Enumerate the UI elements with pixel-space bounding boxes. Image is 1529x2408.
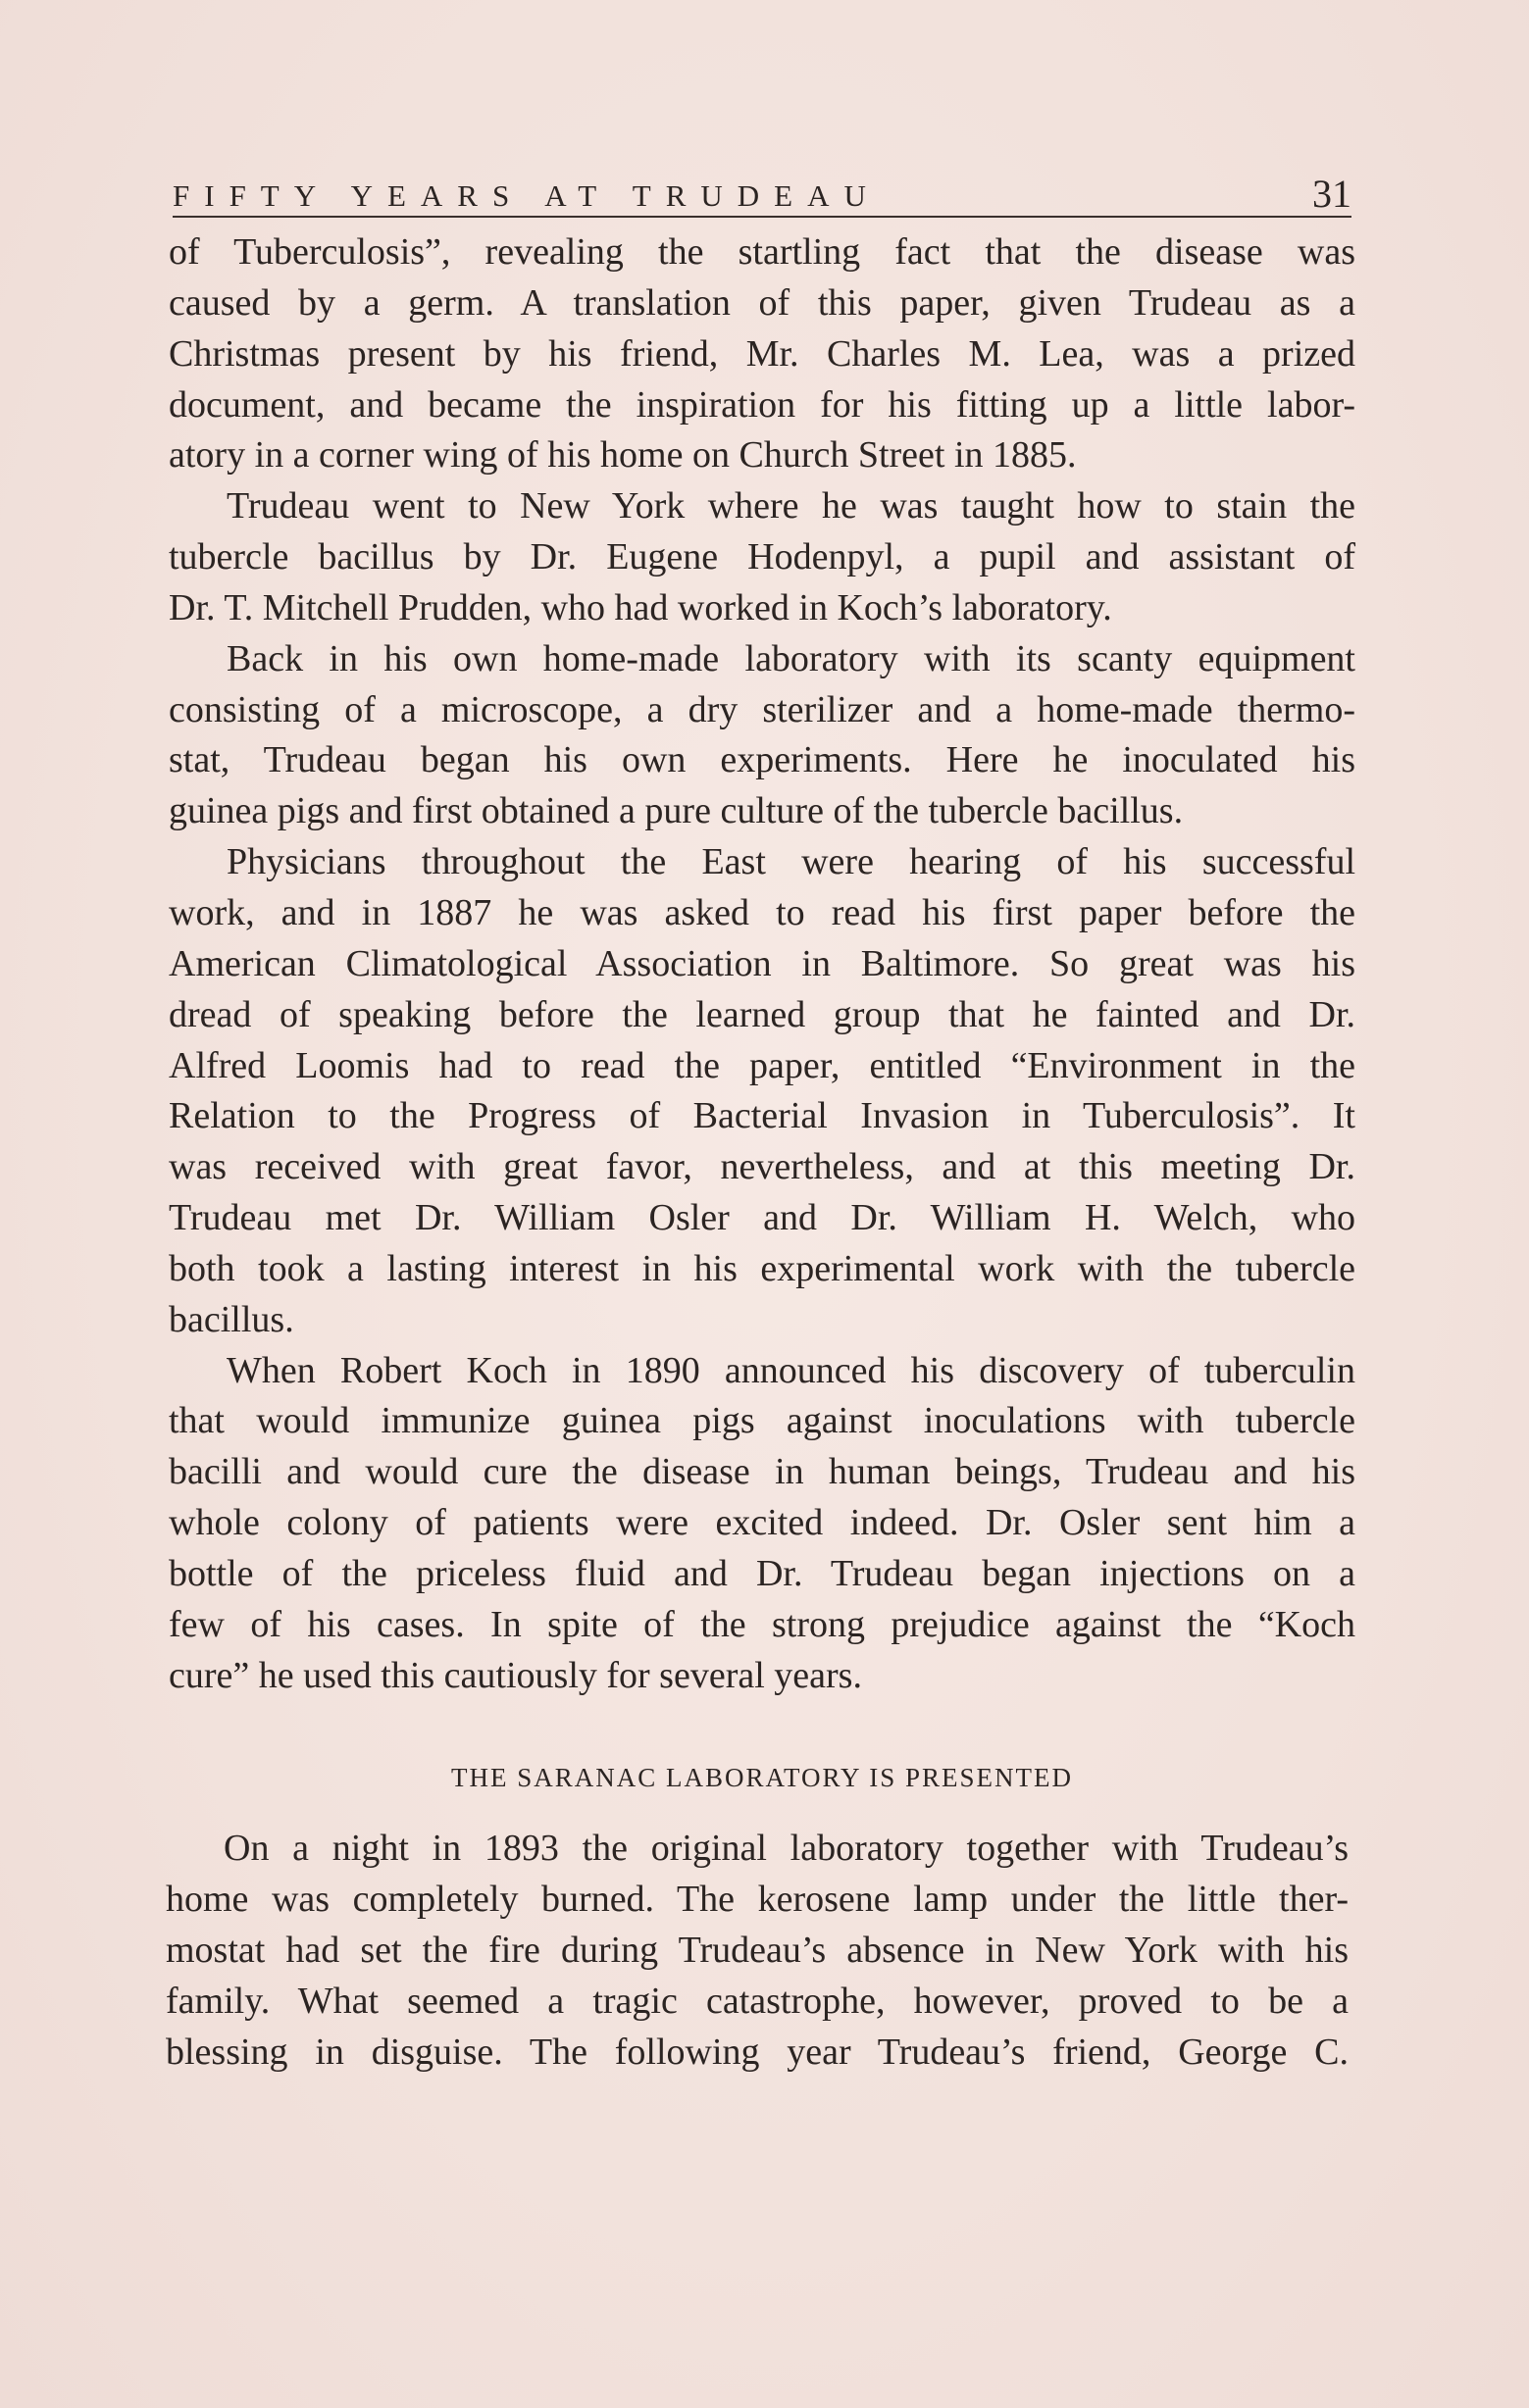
text-line: few of his cases. In spite of the strong prejudice against the “Koch	[169, 1603, 1355, 1645]
text-line: bacillus.	[169, 1298, 294, 1340]
text-line: Alfred Loomis had to read the paper, entitled “Environment in the	[169, 1044, 1355, 1086]
text-line: mostat had set the fire during Trudeau’s absence in New York with his	[166, 1929, 1349, 1971]
text-line: family. What seemed a tragic catastrophe, however, proved to be a	[166, 1980, 1349, 2022]
text-line: Back in his own home-made laboratory with its scanty equipment	[227, 637, 1355, 679]
text-line: caused by a germ. A translation of this paper, given Trudeau as a	[169, 281, 1355, 324]
text-line: Physicians throughout the East were hearing of his successful	[227, 841, 1355, 883]
text-line: Trudeau met Dr. William Osler and Dr. William H. Welch, who	[169, 1197, 1355, 1239]
text-line: dread of speaking before the learned group that he fainted and Dr.	[169, 993, 1355, 1035]
text-line: Dr. T. Mitchell Prudden, who had worked in Koch’s laboratory.	[169, 586, 1112, 628]
section-text	[166, 1824, 1349, 2078]
text-line: cure” he used this cautiously for several years.	[169, 1654, 862, 1696]
text-line: consisting of a microscope, a dry sterilizer and a home-made thermo-	[169, 688, 1355, 730]
text-line: home was completely burned. The kerosene lamp under the little ther-	[166, 1878, 1349, 1920]
body-text	[169, 227, 1355, 1701]
text-line: work, and in 1887 he was asked to read his first paper before the	[169, 891, 1355, 933]
section-heading: THE SARANAC LABORATORY IS PRESENTED	[450, 1763, 1074, 1792]
text-line: guinea pigs and first obtained a pure culture of the tubercle bacillus.	[169, 790, 1184, 832]
text-line: bacilli and would cure the disease in human beings, Trudeau and his	[169, 1451, 1355, 1493]
text-line: both took a lasting interest in his experimental work with the tubercle	[169, 1247, 1355, 1289]
text-line: blessing in disguise. The following year Trudeau’s friend, George C.	[166, 2031, 1349, 2073]
text-line: whole colony of patients were excited indeed. Dr. Osler sent him a	[169, 1502, 1355, 1544]
text-line: atory in a corner wing of his home on Church Street in 1885.	[169, 434, 1077, 477]
text-line: When Robert Koch in 1890 announced his discovery of tuberculin	[227, 1349, 1355, 1391]
text-line: that would immunize guinea pigs against inoculations with tubercle	[169, 1400, 1355, 1442]
text-line: document, and became the inspiration for his fitting up a little labor-	[169, 383, 1355, 426]
text-line: bottle of the priceless fluid and Dr. Trudeau began injections on a	[169, 1552, 1355, 1594]
page-number: 31	[1312, 172, 1351, 216]
text-line: Relation to the Progress of Bacterial Invasion in Tuberculosis”. It	[169, 1095, 1355, 1137]
text-line: Trudeau went to New York where he was taught how to stain the	[227, 485, 1355, 527]
text-line: was received with great favor, nevertheless, and at this meeting Dr.	[169, 1146, 1355, 1188]
running-header	[173, 172, 1351, 218]
text-line: tubercle bacillus by Dr. Eugene Hodenpyl, a pupil and assistant of	[169, 536, 1355, 578]
text-line: of Tuberculosis”, revealing the startling fact that the disease was	[169, 231, 1355, 273]
text-line: stat, Trudeau began his own experiments. Here he inoculated his	[169, 739, 1355, 781]
text-line: American Climatological Association in Baltimore. So great was his	[169, 942, 1355, 984]
text-line: On a night in 1893 the original laboratory together with Trudeau’s	[224, 1828, 1349, 1869]
text-line: Christmas present by his friend, Mr. Charles M. Lea, was a prized	[169, 332, 1355, 375]
running-title: FIFTY YEARS AT TRUDEAU	[173, 178, 881, 213]
